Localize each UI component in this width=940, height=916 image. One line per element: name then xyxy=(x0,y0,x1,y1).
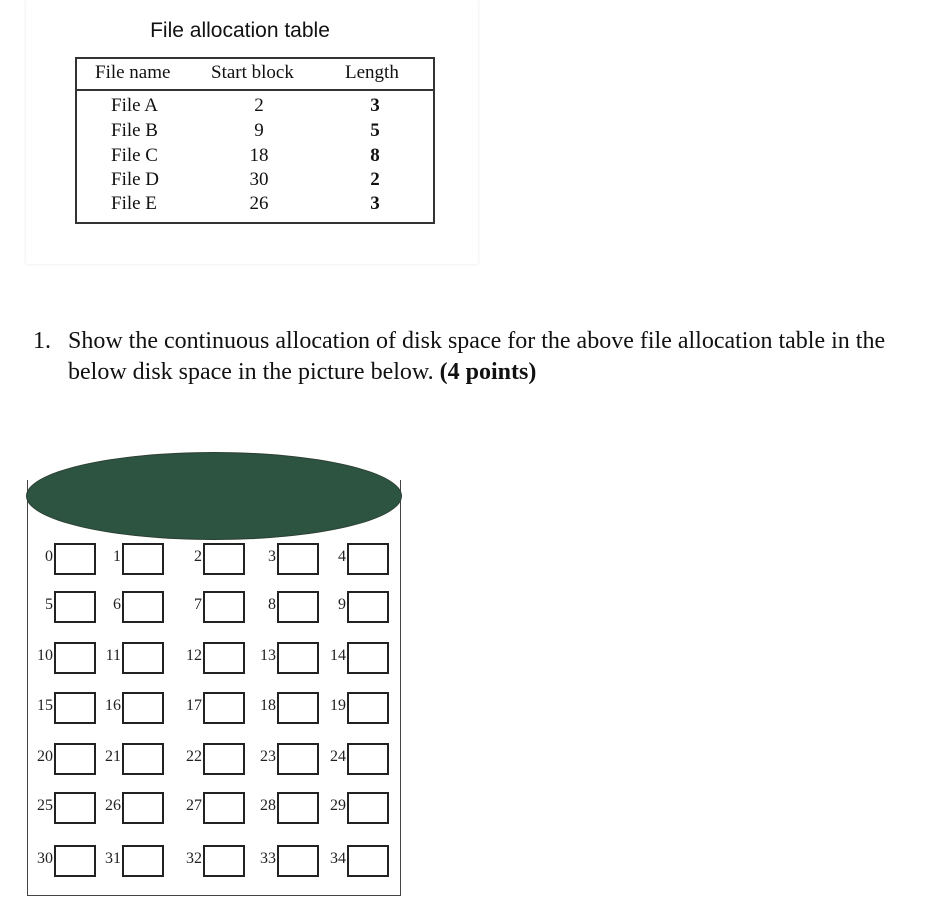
cell-length: 3 xyxy=(370,95,380,116)
disk-block-box[interactable] xyxy=(347,692,389,724)
disk-block-number: 4 xyxy=(338,548,346,565)
disk-block-number: 12 xyxy=(186,647,202,664)
fat-title: File allocation table xyxy=(150,19,330,42)
disk-block-number: 18 xyxy=(260,697,276,714)
disk-block-box[interactable] xyxy=(347,642,389,674)
table-row xyxy=(77,169,433,193)
disk-block-box[interactable] xyxy=(347,792,389,824)
disk-block-box[interactable] xyxy=(277,642,319,674)
table-row xyxy=(77,95,433,119)
disk-block-number: 2 xyxy=(194,548,202,565)
disk-block-number: 28 xyxy=(260,797,276,814)
disk-block-box[interactable] xyxy=(203,692,245,724)
disk-block-box[interactable] xyxy=(347,743,389,775)
disk-block-box[interactable] xyxy=(54,743,96,775)
cell-file-name: File C xyxy=(111,145,158,166)
disk-block-box[interactable] xyxy=(203,792,245,824)
disk-block-number: 11 xyxy=(105,647,121,664)
header-start-block: Start block xyxy=(211,62,294,83)
disk-block-box[interactable] xyxy=(54,845,96,877)
disk-block-box[interactable] xyxy=(347,591,389,623)
cell-file-name: File B xyxy=(111,120,158,141)
disk-block-number: 25 xyxy=(37,797,53,814)
disk-block-box[interactable] xyxy=(122,543,164,575)
disk-block-box[interactable] xyxy=(122,591,164,623)
question-number: 1. xyxy=(33,328,51,354)
disk-block-number: 20 xyxy=(37,748,53,765)
table-header xyxy=(77,59,433,91)
disk-block-number: 17 xyxy=(186,697,202,714)
disk-block-box[interactable] xyxy=(277,792,319,824)
disk-block-box[interactable] xyxy=(347,543,389,575)
disk-block-box[interactable] xyxy=(203,543,245,575)
cell-start-block: 18 xyxy=(249,145,269,166)
disk-block-number: 21 xyxy=(105,748,121,765)
disk-block-box[interactable] xyxy=(122,743,164,775)
question-text-block xyxy=(68,326,928,388)
header-file-name: File name xyxy=(95,62,171,83)
cell-start-block: 26 xyxy=(249,193,269,214)
question-text: Show the continuous allocation of disk space for the above file allocation table in the below disk space in the picture below. xyxy=(68,328,886,385)
cell-file-name: File E xyxy=(111,193,157,214)
disk-block-number: 7 xyxy=(194,596,202,613)
disk-block-box[interactable] xyxy=(203,845,245,877)
cell-file-name: File D xyxy=(111,169,160,190)
disk-block-box[interactable] xyxy=(203,642,245,674)
disk-cylinder-lid xyxy=(26,452,402,540)
table-row xyxy=(77,120,433,144)
cell-length: 8 xyxy=(370,145,380,166)
disk-block-number: 0 xyxy=(45,548,53,565)
disk-block-number: 33 xyxy=(260,850,276,867)
disk-block-number: 22 xyxy=(186,748,202,765)
disk-block-box[interactable] xyxy=(277,543,319,575)
file-allocation-table xyxy=(75,57,435,224)
disk-block-box[interactable] xyxy=(54,692,96,724)
disk-block-number: 30 xyxy=(37,850,53,867)
disk-block-number: 24 xyxy=(330,748,346,765)
disk-block-number: 14 xyxy=(330,647,346,664)
disk-block-box[interactable] xyxy=(122,845,164,877)
cell-start-block: 9 xyxy=(254,120,264,141)
disk-block-number: 34 xyxy=(330,850,346,867)
disk-block-box[interactable] xyxy=(347,845,389,877)
cell-length: 3 xyxy=(370,193,380,214)
disk-block-box[interactable] xyxy=(277,743,319,775)
disk-block-number: 32 xyxy=(186,850,202,867)
cell-start-block: 2 xyxy=(254,95,264,116)
disk-block-number: 23 xyxy=(260,748,276,765)
cell-length: 2 xyxy=(370,169,380,190)
disk-block-box[interactable] xyxy=(203,591,245,623)
disk-block-box[interactable] xyxy=(277,591,319,623)
disk-block-box[interactable] xyxy=(122,642,164,674)
disk-block-number: 27 xyxy=(186,797,202,814)
disk-block-number: 8 xyxy=(268,596,276,613)
disk-block-box[interactable] xyxy=(122,692,164,724)
disk-block-box[interactable] xyxy=(54,591,96,623)
disk-block-number: 13 xyxy=(260,647,276,664)
disk-block-box[interactable] xyxy=(203,743,245,775)
disk-block-number: 19 xyxy=(330,697,346,714)
cell-length: 5 xyxy=(370,120,380,141)
disk-block-number: 1 xyxy=(113,548,121,565)
table-row xyxy=(77,193,433,217)
cell-start-block: 30 xyxy=(249,169,269,190)
disk-block-number: 9 xyxy=(338,596,346,613)
question-points: (4 points) xyxy=(439,359,537,385)
disk-block-number: 31 xyxy=(105,850,121,867)
disk-block-number: 6 xyxy=(113,596,121,613)
disk-block-box[interactable] xyxy=(54,792,96,824)
disk-block-number: 5 xyxy=(45,596,53,613)
cell-file-name: File A xyxy=(111,95,158,116)
disk-block-number: 26 xyxy=(105,797,121,814)
disk-block-number: 16 xyxy=(105,697,121,714)
disk-block-number: 10 xyxy=(37,647,53,664)
disk-block-box[interactable] xyxy=(54,543,96,575)
disk-block-box[interactable] xyxy=(122,792,164,824)
disk-block-box[interactable] xyxy=(277,845,319,877)
disk-block-box[interactable] xyxy=(277,692,319,724)
disk-block-number: 29 xyxy=(330,797,346,814)
disk-block-number: 3 xyxy=(268,548,276,565)
disk-block-number: 15 xyxy=(37,697,53,714)
disk-block-box[interactable] xyxy=(54,642,96,674)
table-row xyxy=(77,145,433,169)
header-length: Length xyxy=(345,62,399,83)
